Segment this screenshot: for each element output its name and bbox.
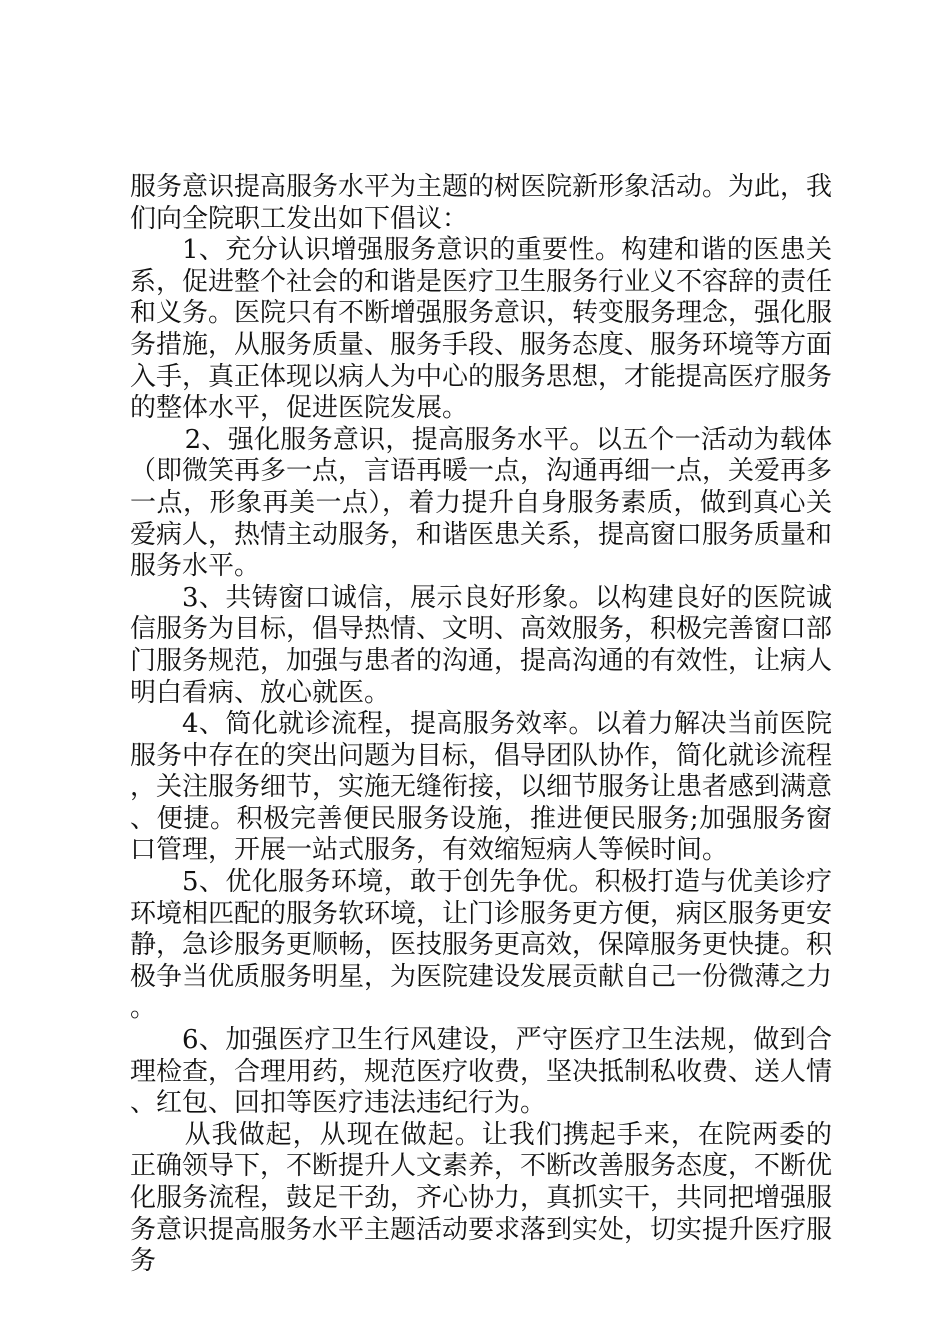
paragraph-closing: 从我做起，从现在做起。让我们携起手来，在院两委的正确领导下，不断提升人文素养，不断改善服务态度，不断优化服务流程，鼓足干劲，齐心协力，真抓实干，共同把增强服务意识提高服务水平主题活动要求落到实处，切实提升医疗服务 [130,1119,833,1277]
paragraph-item-6: 6、加强医疗卫生行风建设，严守医疗卫生法规，做到合理检查，合理用药，规范医疗收费，坚决抵制私收费、送人情、红包、回扣等医疗违法违纪行为。 [130,1025,833,1119]
paragraph-item-3: 3、共铸窗口诚信，展示良好形象。以构建良好的医院诚信服务为目标，倡导热情、文明、高效服务，积极完善窗口部门服务规范，加强与患者的沟通，提高沟通的有效性，让病人明白看病、放心就医。 [130,582,833,708]
paragraph-item-4: 4、简化就诊流程，提高服务效率。以着力解决当前医院服务中存在的突出问题为目标，倡导团队协作，简化就诊流程，关注服务细节，实施无缝衔接，以细节服务让患者感到满意、便捷。积极完善便民服务设施，推进便民服务;加强服务窗口管理，开展一站式服务，有效缩短病人等候时间。 [130,709,833,866]
paragraph-item-5: 5、优化服务环境，敢于创先争优。积极打造与优美诊疗环境相匹配的服务软环境，让门诊服务更方便，病区服务更安静，急诊服务更顺畅，医技服务更高效，保障服务更快捷。积极争当优质服务明星，为医院建设发展贡献自己一份微薄之力。 [130,867,833,1024]
paragraph-item-1: 1、充分认识增强服务意识的重要性。构建和谐的医患关系，促进整个社会的和谐是医疗卫生服务行业义不容辞的责任和义务。医院只有不断增强服务意识，转变服务理念，强化服务措施，从服务质量、服务手段、服务态度、服务环境等方面入手，真正体现以病人为中心的服务思想，才能提高医疗服务的整体水平，促进医院发展。 [130,235,833,424]
paragraph-item-2: 2、强化服务意识，提高服务水平。以五个一活动为载体（即微笑再多一点，言语再暖一点，沟通再细一点，关爱再多一点，形象再美一点），着力提升自身服务素质，做到真心关爱病人，热情主动服务，和谐医患关系，提高窗口服务质量和服务水平。 [130,424,833,582]
document-page [130,172,832,1278]
paragraph-intro-continuation: 服务意识提高服务水平为主题的树医院新形象活动。为此，我们向全院职工发出如下倡议： [130,172,833,234]
